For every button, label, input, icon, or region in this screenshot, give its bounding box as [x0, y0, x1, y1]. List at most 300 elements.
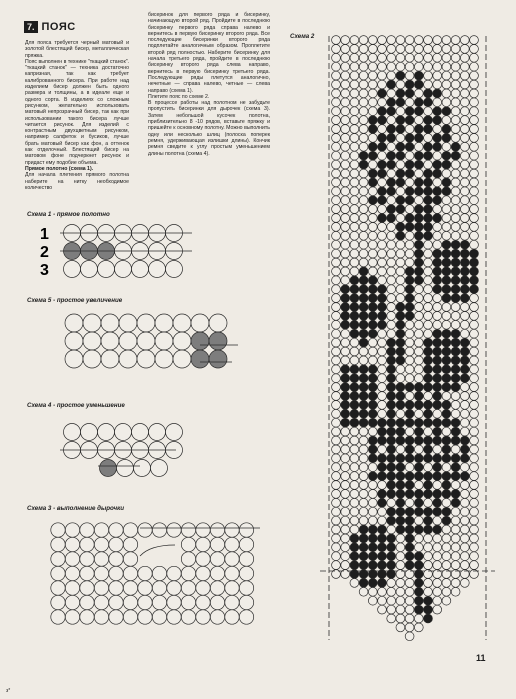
bead — [414, 125, 423, 134]
bead — [149, 261, 166, 278]
bead — [433, 240, 442, 249]
bead — [442, 142, 451, 151]
bead — [451, 151, 460, 160]
bead — [405, 561, 414, 570]
bead — [433, 534, 442, 543]
bead — [332, 525, 341, 534]
bead — [451, 320, 460, 329]
bead — [378, 329, 387, 338]
bead — [424, 223, 433, 232]
bead — [414, 454, 423, 463]
scheme-5-diagram — [65, 314, 238, 368]
bead — [350, 418, 359, 427]
bead — [378, 98, 387, 107]
bead — [442, 187, 451, 196]
bead — [433, 490, 442, 499]
bead — [359, 276, 368, 285]
bead — [424, 312, 433, 321]
bead — [350, 53, 359, 62]
bead — [350, 187, 359, 196]
bead — [424, 89, 433, 98]
bead — [405, 347, 414, 356]
bead — [396, 151, 405, 160]
bead — [387, 240, 396, 249]
bead — [350, 338, 359, 347]
bead — [387, 596, 396, 605]
scheme-2-pattern — [320, 36, 495, 641]
bead — [359, 142, 368, 151]
bead — [123, 552, 137, 566]
bead — [359, 329, 368, 338]
bead — [470, 303, 479, 312]
bead — [433, 383, 442, 392]
bead — [442, 534, 451, 543]
bead — [442, 205, 451, 214]
bead — [405, 534, 414, 543]
bead — [414, 151, 423, 160]
bead — [470, 134, 479, 143]
bead — [424, 516, 433, 525]
scheme-4-diagram — [60, 424, 183, 477]
bead — [414, 525, 423, 534]
bead — [470, 472, 479, 481]
bead — [414, 214, 423, 223]
bead — [350, 36, 359, 45]
bead — [350, 71, 359, 80]
bead — [64, 261, 81, 278]
bead — [378, 71, 387, 80]
bead — [442, 401, 451, 410]
bead — [451, 205, 460, 214]
caption-scheme-1: Схема 1 - прямое полотно — [27, 211, 110, 218]
bead — [470, 285, 479, 294]
bead — [368, 240, 377, 249]
bead — [341, 481, 350, 490]
bead — [350, 579, 359, 588]
bead — [433, 187, 442, 196]
bead — [451, 71, 460, 80]
bead — [350, 151, 359, 160]
bead — [368, 472, 377, 481]
bead — [387, 409, 396, 418]
bead — [368, 294, 377, 303]
bead — [470, 80, 479, 89]
bead — [405, 516, 414, 525]
bead — [460, 409, 469, 418]
bead — [451, 543, 460, 552]
bead — [359, 312, 368, 321]
bead — [155, 314, 173, 332]
bead — [368, 303, 377, 312]
bead — [387, 276, 396, 285]
bead — [451, 249, 460, 258]
bead — [460, 223, 469, 232]
bead — [424, 267, 433, 276]
bead — [387, 249, 396, 258]
bead — [387, 401, 396, 410]
bead — [424, 285, 433, 294]
bead — [368, 481, 377, 490]
bead — [396, 516, 405, 525]
bead — [433, 552, 442, 561]
bead — [152, 566, 166, 580]
bead — [470, 365, 479, 374]
bead — [332, 267, 341, 276]
bead — [378, 445, 387, 454]
bead — [350, 214, 359, 223]
bead — [387, 214, 396, 223]
bead — [51, 595, 65, 609]
bead — [451, 258, 460, 267]
bead — [378, 320, 387, 329]
bead — [378, 294, 387, 303]
bead — [368, 392, 377, 401]
bead — [396, 401, 405, 410]
bead — [433, 392, 442, 401]
bead — [359, 151, 368, 160]
bead — [424, 365, 433, 374]
bead — [378, 463, 387, 472]
bead — [167, 610, 181, 624]
bead — [470, 463, 479, 472]
bead — [442, 356, 451, 365]
bead — [442, 507, 451, 516]
bead — [433, 498, 442, 507]
bead — [378, 89, 387, 98]
bead — [396, 525, 405, 534]
bead — [332, 472, 341, 481]
bead — [51, 581, 65, 595]
bead — [414, 45, 423, 54]
bead — [442, 267, 451, 276]
bead — [239, 523, 253, 537]
bead — [405, 258, 414, 267]
bead — [341, 365, 350, 374]
bead — [414, 445, 423, 454]
bead — [359, 561, 368, 570]
bead — [350, 223, 359, 232]
bead — [368, 543, 377, 552]
bead — [460, 276, 469, 285]
bead — [387, 169, 396, 178]
bead — [378, 134, 387, 143]
bead — [332, 436, 341, 445]
bead — [368, 187, 377, 196]
bead — [405, 107, 414, 116]
bead — [359, 534, 368, 543]
bead — [368, 329, 377, 338]
bead — [405, 409, 414, 418]
bead — [396, 490, 405, 499]
bead — [433, 409, 442, 418]
bead — [451, 125, 460, 134]
bead — [378, 507, 387, 516]
bead — [359, 587, 368, 596]
bead — [470, 418, 479, 427]
bead — [196, 552, 210, 566]
bead — [442, 276, 451, 285]
bead — [341, 205, 350, 214]
bead — [460, 107, 469, 116]
bead — [341, 142, 350, 151]
bead — [451, 365, 460, 374]
bead — [405, 552, 414, 561]
bead — [119, 332, 137, 350]
bead — [173, 314, 191, 332]
bead — [451, 178, 460, 187]
bead — [451, 329, 460, 338]
bead — [350, 374, 359, 383]
bead — [433, 231, 442, 240]
bead — [387, 205, 396, 214]
bead — [460, 258, 469, 267]
bead — [460, 383, 469, 392]
bead — [350, 347, 359, 356]
bead — [433, 258, 442, 267]
bead — [387, 445, 396, 454]
bead — [396, 427, 405, 436]
bead — [368, 107, 377, 116]
bead — [209, 314, 227, 332]
bead — [350, 303, 359, 312]
bead — [359, 214, 368, 223]
bead — [424, 329, 433, 338]
bead — [378, 53, 387, 62]
bead — [109, 537, 123, 551]
bead — [134, 460, 151, 477]
bead — [470, 276, 479, 285]
bead — [405, 454, 414, 463]
bead — [433, 80, 442, 89]
bead — [424, 214, 433, 223]
bead — [359, 240, 368, 249]
bead — [414, 231, 423, 240]
bead — [123, 610, 137, 624]
bead — [451, 214, 460, 223]
bead — [405, 71, 414, 80]
bead — [451, 89, 460, 98]
bead — [451, 312, 460, 321]
bead — [350, 98, 359, 107]
bead — [414, 472, 423, 481]
bead — [368, 347, 377, 356]
bead — [424, 303, 433, 312]
bead — [350, 320, 359, 329]
bead — [225, 552, 239, 566]
bead — [368, 249, 377, 258]
bead — [442, 214, 451, 223]
bead — [470, 214, 479, 223]
bead — [350, 356, 359, 365]
bead — [460, 329, 469, 338]
bead — [80, 537, 94, 551]
bead — [433, 53, 442, 62]
bead — [368, 338, 377, 347]
bead — [209, 350, 227, 368]
bead — [368, 365, 377, 374]
bead — [359, 107, 368, 116]
bead — [378, 579, 387, 588]
bead — [332, 98, 341, 107]
bead — [387, 525, 396, 534]
bead — [368, 196, 377, 205]
bead — [132, 424, 149, 441]
bead — [378, 36, 387, 45]
bead — [451, 356, 460, 365]
bead — [341, 249, 350, 258]
bead — [350, 445, 359, 454]
bead — [460, 427, 469, 436]
bead — [451, 116, 460, 125]
bead — [98, 424, 115, 441]
bead — [460, 71, 469, 80]
bead — [424, 596, 433, 605]
bead — [332, 89, 341, 98]
bead — [405, 605, 414, 614]
bead — [387, 53, 396, 62]
bead — [166, 424, 183, 441]
bead — [341, 187, 350, 196]
bead — [396, 258, 405, 267]
bead — [442, 169, 451, 178]
bead — [433, 312, 442, 321]
bead — [350, 240, 359, 249]
bead — [442, 80, 451, 89]
bead — [332, 498, 341, 507]
bead — [442, 240, 451, 249]
bead — [378, 525, 387, 534]
bead — [470, 258, 479, 267]
bead — [138, 610, 152, 624]
bead — [378, 142, 387, 151]
bead — [451, 276, 460, 285]
bead — [387, 125, 396, 134]
bead — [405, 151, 414, 160]
bead — [167, 523, 181, 537]
bead — [424, 45, 433, 54]
bead — [123, 581, 137, 595]
bead — [433, 516, 442, 525]
bead — [424, 107, 433, 116]
bead — [451, 463, 460, 472]
bead — [470, 98, 479, 107]
bead — [396, 579, 405, 588]
bead — [368, 89, 377, 98]
bead — [332, 427, 341, 436]
bead — [94, 552, 108, 566]
bead — [378, 196, 387, 205]
bead — [433, 596, 442, 605]
bead — [378, 561, 387, 570]
bead — [414, 614, 423, 623]
bead — [368, 561, 377, 570]
bead — [359, 507, 368, 516]
bead — [424, 258, 433, 267]
bead — [405, 365, 414, 374]
bead — [424, 320, 433, 329]
bead — [414, 80, 423, 89]
bead — [387, 285, 396, 294]
bead — [368, 62, 377, 71]
bead — [196, 581, 210, 595]
bead — [378, 249, 387, 258]
bead — [414, 498, 423, 507]
bead — [414, 142, 423, 151]
bead — [332, 151, 341, 160]
bead — [442, 178, 451, 187]
bead — [368, 134, 377, 143]
bead — [414, 374, 423, 383]
bead — [138, 566, 152, 580]
bead — [442, 134, 451, 143]
bead — [414, 596, 423, 605]
bead — [414, 285, 423, 294]
bead — [442, 116, 451, 125]
bead — [451, 516, 460, 525]
bead — [359, 427, 368, 436]
bead — [341, 543, 350, 552]
bead — [359, 463, 368, 472]
bead — [433, 276, 442, 285]
bead — [424, 614, 433, 623]
section-heading: ПОЯС — [41, 21, 76, 33]
bead — [332, 231, 341, 240]
bead — [341, 472, 350, 481]
bead — [137, 314, 155, 332]
bead — [460, 125, 469, 134]
bead — [414, 623, 423, 632]
bead — [341, 53, 350, 62]
bead — [414, 418, 423, 427]
bead — [378, 587, 387, 596]
bead — [451, 169, 460, 178]
bead — [109, 610, 123, 624]
bead — [152, 610, 166, 624]
bead — [368, 516, 377, 525]
bead — [451, 383, 460, 392]
bead — [396, 53, 405, 62]
bead — [109, 595, 123, 609]
bead — [332, 507, 341, 516]
bead — [65, 314, 83, 332]
bead — [442, 561, 451, 570]
bead — [359, 579, 368, 588]
bead — [332, 142, 341, 151]
bead — [442, 71, 451, 80]
bead — [442, 498, 451, 507]
bead — [368, 445, 377, 454]
bead — [350, 160, 359, 169]
bead — [414, 605, 423, 614]
bead — [350, 276, 359, 285]
bead — [442, 409, 451, 418]
bead — [470, 249, 479, 258]
bead — [378, 472, 387, 481]
bead — [341, 258, 350, 267]
bead — [433, 205, 442, 214]
bead — [350, 454, 359, 463]
bead — [332, 240, 341, 249]
bead — [341, 71, 350, 80]
caption-scheme-5: Схема 5 - простое увеличение — [27, 297, 123, 304]
bead — [359, 116, 368, 125]
bead — [332, 223, 341, 232]
bead — [378, 187, 387, 196]
bead — [414, 427, 423, 436]
bead — [470, 223, 479, 232]
bead — [414, 107, 423, 116]
bead — [332, 45, 341, 54]
